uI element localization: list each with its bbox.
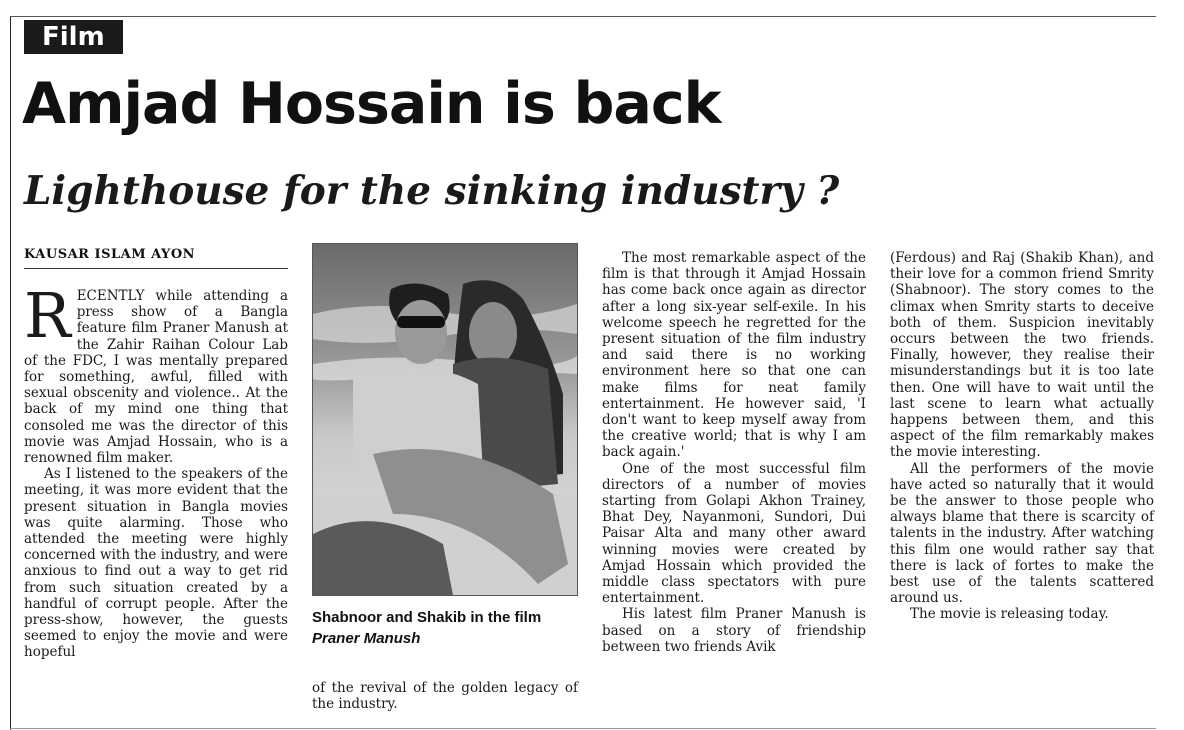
- paragraph: The most remarkable aspect of the film is that through it Amjad Hossain has come back once again as director after a long six-year self-exile. In his welcome speech he regretted for the present situation of the film industry and said there is no working environment here so that one can make films for neat family entertainment. He however said, 'I don't want to keep myself away from the creative world; that is why I am back again.': [602, 250, 866, 461]
- article-photo: [312, 243, 578, 596]
- article-column-2: [312, 680, 578, 712]
- caption-lead: Shabnoor and Shakib in the film: [312, 609, 542, 626]
- left-column-rule: [10, 16, 11, 730]
- paragraph: His latest film Praner Manush is based on a story of friendship between two friends Avik: [602, 606, 866, 655]
- caption-film-title: Praner Manush: [312, 630, 421, 647]
- article-column-3: [602, 250, 866, 655]
- byline-rule: [24, 268, 288, 269]
- paragraph: One of the most successful film directors of a number of movies starting from Golapi Akhon Trainey, Bhat Dey, Nayanmoni, Sundori, Dui Paisar Alta and many other award winning movies were created by Amjad Hossain which provided the middle class spectators with pure entertainment.: [602, 460, 866, 607]
- paragraph-text: ECENTLY while attending a press show of a Bangla feature film Praner Manush at the Zahir Raihan Colour Lab of the FDC, I was mentally prepared for something, awful, filled with sexual obscenity and violence.. At the back of my mind one thing that consoled me was the director of this movie was Amjad Hossain, who is a renowned film maker.: [24, 288, 288, 467]
- paragraph: [24, 279, 288, 467]
- headline: Amjad Hossain is back: [22, 71, 721, 137]
- drop-cap: R: [24, 279, 71, 352]
- paragraph: (Ferdous) and Raj (Shakib Khan), and their love for a common friend Smrity (Shabnoor). The story comes to the climax when Smrity starts to deceive both of them. Suspicion inevitably occurs between the two friends. Finally, however, they realise their misunderstandings but it is too late then. One will have to wait until the last scene to learn what actually happens between them, and this aspect of the film remarkably makes the movie interesting.: [890, 250, 1154, 461]
- photo-caption: [312, 607, 582, 649]
- paragraph: of the revival of the golden legacy of the industry.: [312, 680, 578, 713]
- byline: KAUSAR ISLAM AYON: [24, 247, 196, 262]
- subheadline: Lighthouse for the sinking industry ?: [24, 168, 840, 214]
- top-rule: [10, 16, 1156, 17]
- bottom-rule: [10, 728, 1156, 729]
- section-tag: Film: [24, 20, 123, 54]
- paragraph: As I listened to the speakers of the meeting, it was more evident that the present situation in Bangla movies was quite alarming. Those who attended the meeting were highly concerned with the industry, and were anxious to find out a way to get rid from such situation created by a handful of corrupt people. After the press-show, however, the guests seemed to enjoy the movie and were hopeful: [24, 466, 288, 661]
- paragraph: The movie is releasing today.: [910, 606, 1109, 623]
- beach-photo-image: [313, 244, 577, 595]
- article-column-1: [24, 279, 288, 661]
- article-column-4: [890, 250, 1154, 623]
- paragraph: All the performers of the movie have acted so naturally that it would be the answer to those people who always blame that there is scarcity of talents in the industry. After watching this film one would rather say that there is lack of fortes to make the best use of the talents scattered around us.: [890, 460, 1154, 607]
